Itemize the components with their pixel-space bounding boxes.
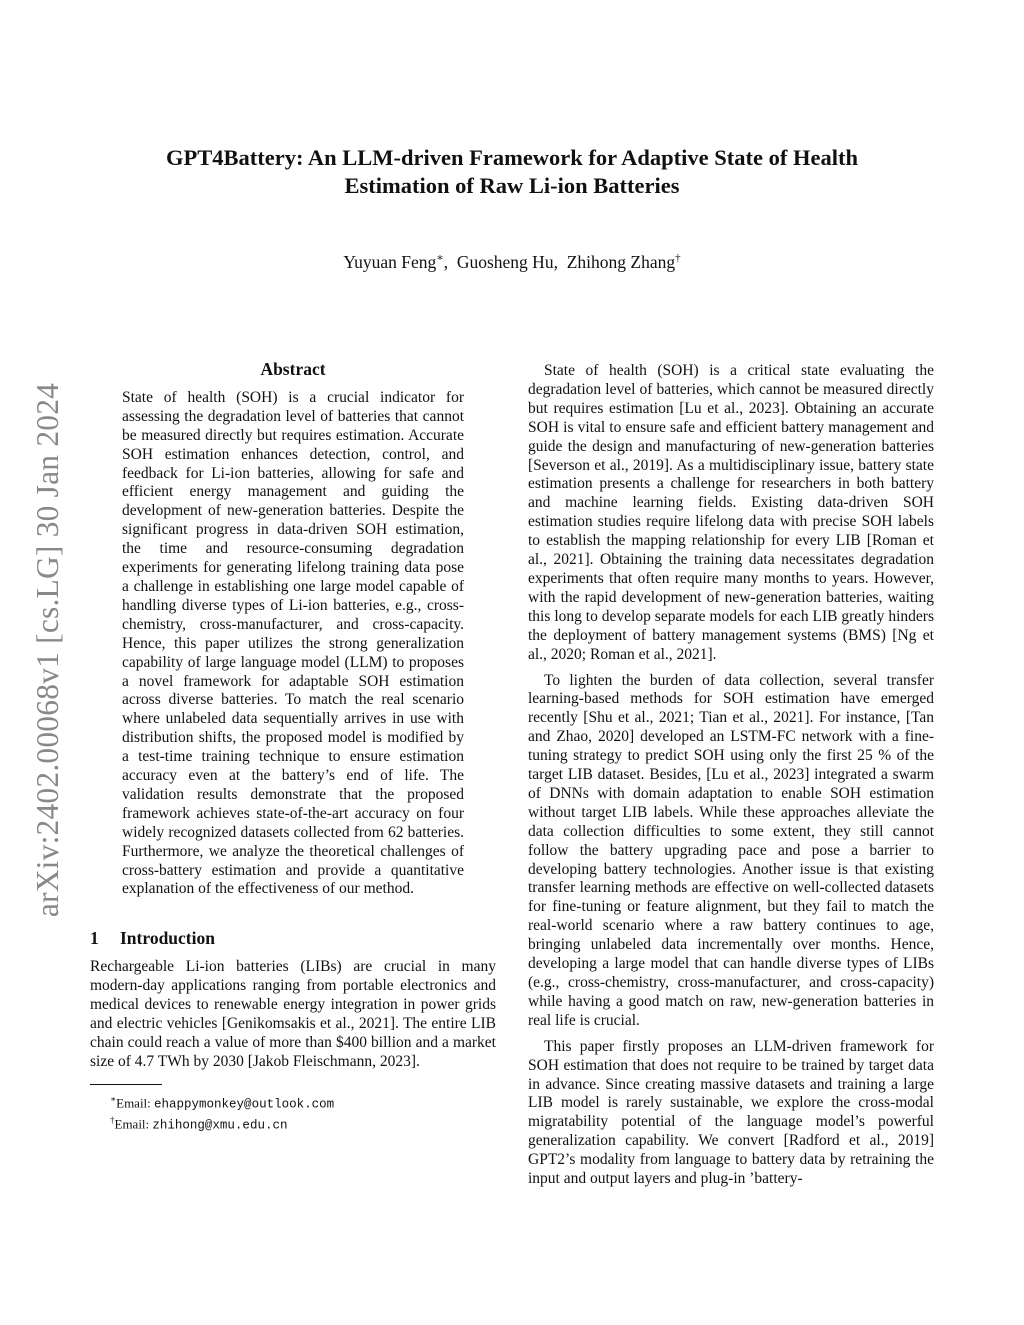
title-line-2: Estimation of Raw Li-ion Batteries [344, 173, 680, 198]
left-column [90, 360, 496, 1133]
footnote-mark: † [110, 1115, 115, 1126]
author-list: Yuyuan Feng∗, Guosheng Hu, Zhihong Zhang† [343, 251, 681, 272]
abstract-text: State of health (SOH) is a crucial indicator for assessing the degradation level of batteries that cannot be measured directly but requires estimation. Accurate SOH estimation enhances detection, control, and feedback for Li-ion batteries, allowing for safe and efficient energy management and guiding the development of new-generation batteries. Despite the significant progress in data-driven SOH estimation, the time and resource-consuming degradation experiments for generating lifelong training data pose a challenge in establishing one large model capable of handling diverse types of Li-ion batteries, e.g., cross-chemistry, cross-manufacturer, and cross-capacity. Hence, this paper utilizes the strong generalization capability of large language model (LLM) to proposes a novel framework for adaptable SOH estimation across diverse batteries. To match the real scenario where unlabeled data sequentially arrives in use with distribution shifts, the proposed model is modified by a test-time training technique to ensure estimation accuracy even at the battery’s end of life. The validation results demonstrate that the proposed framework achieves state-of-the-art accuracy on four widely recognized datasets collected from 62 batteries. Furthermore, we analyze the theoretical challenges of cross-battery estimation and provide a quantitative explanation of the effectiveness of our method. [122, 388, 464, 898]
author-mark: † [675, 252, 681, 264]
intro-paragraph-1: Rechargeable Li-ion batteries (LIBs) are crucial in many modern-day applications ranging from portable electronics and medical devices to renewable energy integration in power grids and electric vehicles [Genikomsakis et al., 2021]. The entire LIB chain could reach a value of more than $400 billion and a market size of 4.7 TWh by 2030 [Jakob Fleischmann, 2023]. [90, 958, 496, 1070]
section-title: Introduction [120, 928, 215, 949]
right-column [528, 362, 934, 1189]
footnote-mark: ∗ [110, 1093, 117, 1104]
right-paragraph-3: This paper firstly proposes an LLM-driven framework for SOH estimation that does not require to be trained by target data in advance. Since creating massive datasets and training a large LIB model is rarely sustainable, we explore the cross-modal migratability potential of the language model’s powerful generalization capability. We convert [Radford et al., 2019] GPT2’s modality from language to battery data by retraining the input and output layers and plug-in ’battery- [528, 1037, 934, 1188]
author-name: Yuyuan Feng [343, 251, 437, 272]
author-name: Guosheng Hu [456, 251, 554, 272]
footnote-2 [90, 1112, 496, 1133]
footnote-label: Email: [114, 1116, 153, 1132]
footnote-label: Email: [116, 1095, 155, 1111]
footnote-rule [90, 1084, 162, 1085]
section-heading-introduction [90, 929, 496, 948]
author-mark: ∗ [436, 252, 444, 264]
abstract-heading: Abstract [260, 359, 326, 379]
email-link[interactable]: ehappymonkey@outlook.com [154, 1097, 335, 1112]
title-line-1: GPT4Battery: An LLM-driven Framework for Adaptive State of Health [166, 145, 858, 170]
author-name: Zhihong Zhang [566, 251, 676, 272]
footnote-1 [90, 1091, 496, 1112]
right-paragraph-1: State of health (SOH) is a critical state evaluating the degradation level of batteries, which cannot be measured directly but requires estimation [Lu et al., 2023]. Obtaining an accurate SOH is vital to ensure safe and efficient battery management and guide the design and manufacturing of new-generation batteries [Severson et al., 2019]. As a multidisciplinary issue, battery state estimation presents a challenge for researchers in both battery and machine learning fields. Existing data-driven SOH estimation studies require lifelong data with precise SOH labels to establish the mapping relationship for every LIB [Roman et al., 2021]. Obtaining the training data necessitates degradation experiments that often require many months to years. However, with the rapid development of new-generation batteries, waiting this long to develop separate models for each LIB greatly hinders the deployment of battery management systems (BMS) [Ng et al., 2020; Roman et al., 2021]. [528, 362, 934, 663]
arxiv-identifier[interactable]: arXiv:2402.00068v1 [cs.LG] 30 Jan 2024 [30, 382, 65, 918]
paper-title [90, 144, 934, 200]
email-link[interactable]: zhihong@xmu.edu.cn [152, 1118, 288, 1133]
section-number: 1 [90, 928, 99, 949]
arxiv-sidebar [28, 350, 68, 950]
right-paragraph-2: To lighten the burden of data collection, several transfer learning-based methods for SOH estimation have emerged recently [Shu et al., 2021; Tian et al., 2021]. For instance, [Tan and Zhao, 2020] developed an LSTM-FC network with a fine-tuning strategy to predict SOH using only the first 25 % of the target LIB dataset. Besides, [Lu et al., 2023] integrated a swarm of DNNs with domain adaptation to enable SOH estimation without target LIB labels. While these approaches alleviate the data collection difficulties to some extent, they still cannot follow the battery upgrading pace and pose a barrier to developing battery technologies. Another issue is that existing transfer learning methods are effective on well-collected datasets for fine-tuning or feature alignment, but they fail to match the real-world scenario where a raw battery continues to age, bringing unlabeled data incrementally over months. Hence, developing a large model that can handle diverse types of LIBs (e.g., cross-chemistry, cross-manufacturer, and cross-capacity) while having a good match on raw, new-generation batteries in real life is crucial. [528, 671, 934, 1029]
